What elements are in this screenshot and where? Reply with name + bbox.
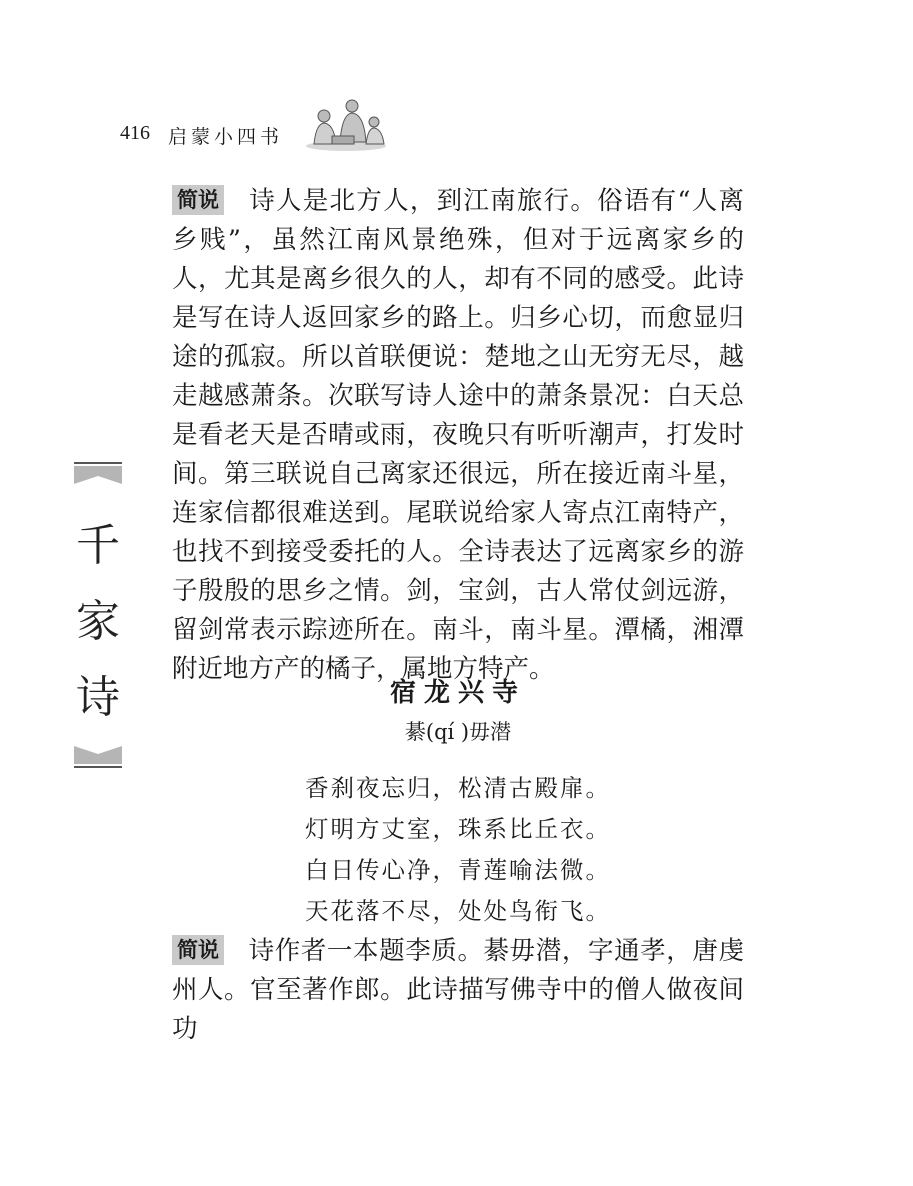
page-number: 416 bbox=[120, 122, 150, 144]
side-char: 家 bbox=[76, 596, 120, 647]
commentary-text: 诗作者一本题李质。綦毋潜，字通孝，唐虔州人。官至著作郎。此诗描写佛寺中的僧人做夜间功 bbox=[172, 936, 744, 1044]
poem-body bbox=[172, 768, 744, 932]
poem-title: 宿龙兴寺 bbox=[389, 678, 526, 708]
poem-line: 灯明方丈室，珠系比丘衣。 bbox=[305, 815, 611, 843]
side-char: 诗 bbox=[76, 672, 120, 723]
commentary-paragraph-1 bbox=[172, 182, 744, 689]
side-tab-characters bbox=[74, 508, 122, 736]
poem-line: 香刹夜忘归，松清古殿扉。 bbox=[305, 774, 611, 802]
commentary-label: 简说 bbox=[172, 935, 224, 965]
poem-author: 綦(qí )毋潜 bbox=[404, 720, 512, 744]
side-char: 千 bbox=[76, 520, 120, 571]
commentary-text: 诗人是北方人，到江南旅行。俗语有“人离乡贱”，虽然江南风景绝殊，但对于远离家乡的人，尤其是离乡很久的人，却有不同的感受。此诗是写在诗人返回家乡的路上。归乡心切，而愈显归途的孤寂。所以首联便说：楚地之山无穷无尽，越走越感萧条。次联写诗人途中的萧条景况：白天总是看老天是否晴或雨，夜晚只有听听潮声，打发时间。第三联说自己离家还很远，所在接近南斗星，连家信都很难送到。尾联说给家人寄点江南特产，也找不到接受委托的人。全诗表达了远离家乡的游子殷殷的思乡之情。剑，宝剑，古人常仗剑远游，留剑常表示踪迹所在。南斗，南斗星。潭橘，湘潭附近地方产的橘子，属地方特产。 bbox=[172, 186, 744, 684]
book-title: 启蒙小四书 bbox=[168, 126, 284, 148]
poem-line: 白日传心净，青莲喻法微。 bbox=[305, 856, 611, 884]
commentary-paragraph-2 bbox=[172, 932, 744, 1049]
chapter-side-tab bbox=[74, 462, 122, 768]
band-cap-bottom bbox=[74, 742, 122, 768]
band-cap-top bbox=[74, 462, 122, 488]
poem-line: 天花落不尽，处处鸟衔飞。 bbox=[305, 897, 611, 925]
scholars-illustration-icon bbox=[302, 96, 390, 152]
commentary-label: 简说 bbox=[172, 185, 224, 215]
